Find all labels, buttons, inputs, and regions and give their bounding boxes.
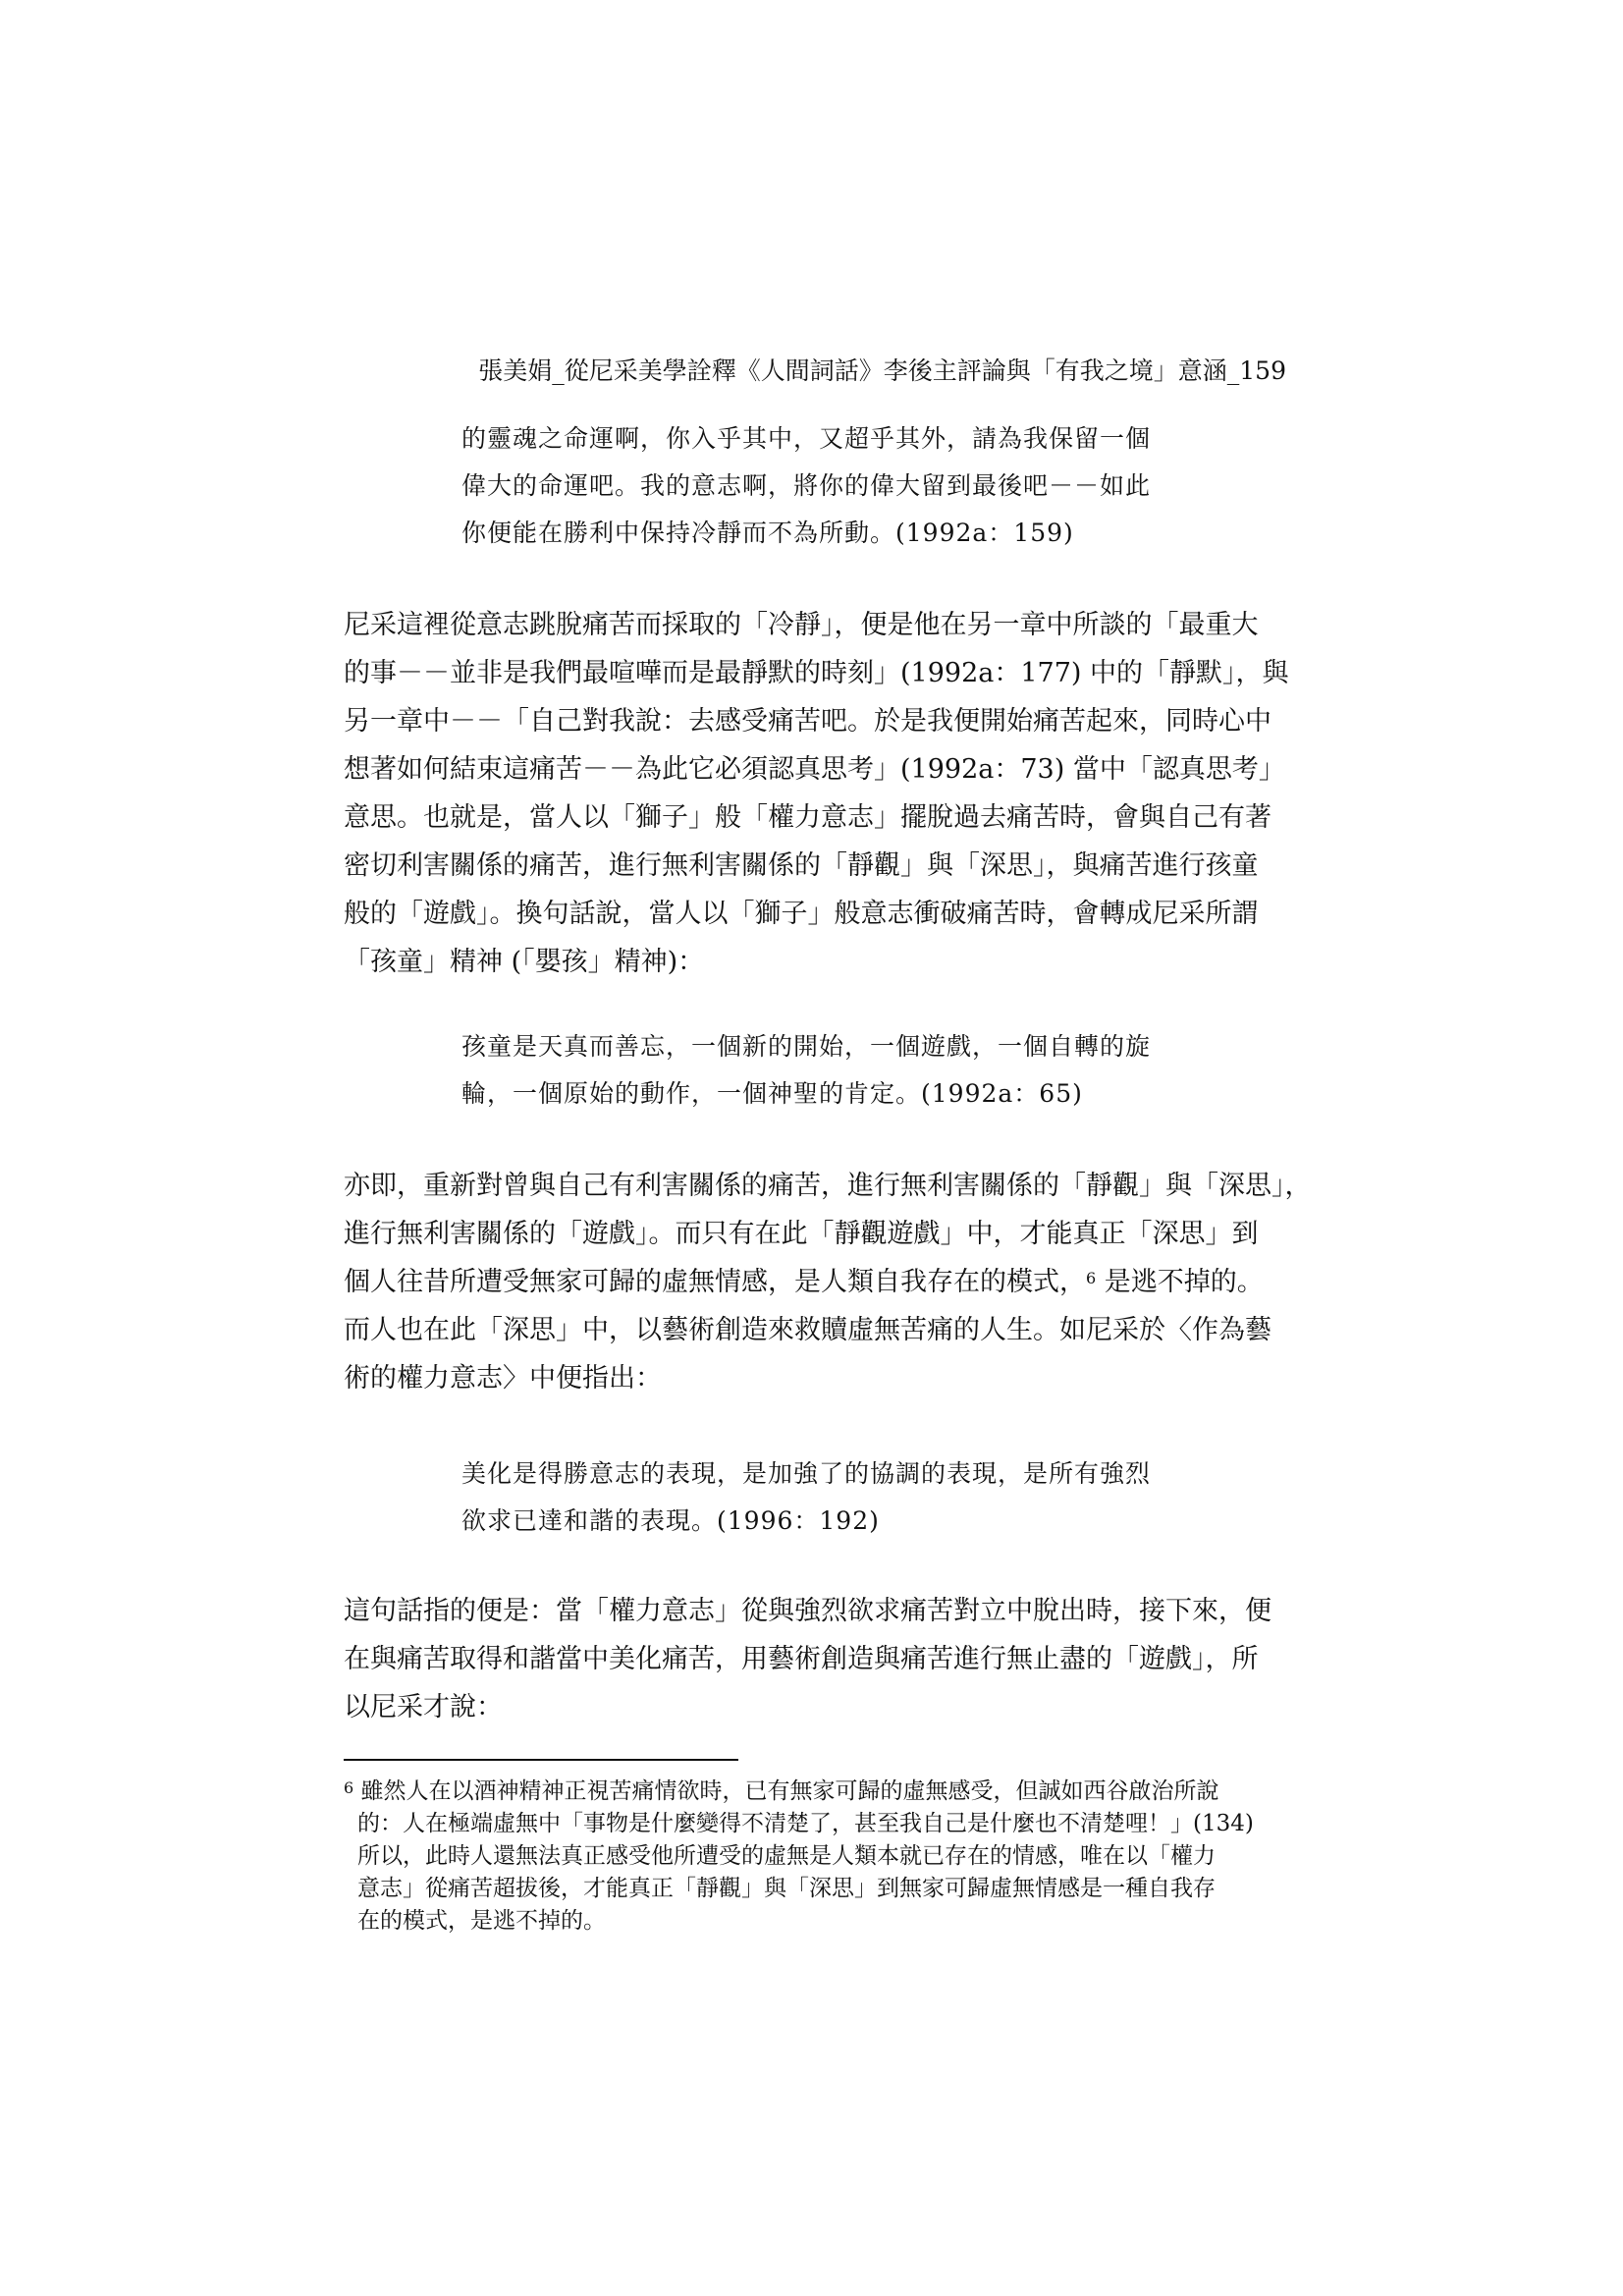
- footnote-divider: [344, 1759, 738, 1761]
- paragraph-line: 想著如何結束這痛苦－－為此它必須認真思考」(1992a：73) 當中「認真思考」: [344, 754, 1285, 785]
- paragraph-line: 術的權力意志〉中便指出：: [344, 1363, 662, 1394]
- footnote-line: [344, 1776, 1291, 1808]
- paragraph-line: 亦即，重新對曾與自己有利害關係的痛苦，進行無利害關係的「靜觀」與「深思」，: [344, 1171, 1312, 1201]
- body-paragraph-1: [344, 601, 1289, 986]
- quote-line: 欲求已達和諧的表現。(1996：192): [461, 1506, 880, 1535]
- paragraph-line-text: 個人往昔所遭受無家可歸的虛無情感，是人類自我存在的模式，: [344, 1267, 1086, 1297]
- paragraph-line: 意思。也就是，當人以「獅子」般「權力意志」擺脫過去痛苦時，會與自己有著: [344, 802, 1271, 833]
- paragraph-line: [344, 1258, 1286, 1306]
- body-paragraph-2: [344, 1162, 1312, 1402]
- paragraph-line: 的事－－並非是我們最喧嘩而是最靜默的時刻」(1992a：177) 中的「靜默」，與: [344, 658, 1289, 688]
- footnote-6: [344, 1776, 1291, 1938]
- paragraph-line: 密切利害關係的痛苦，進行無利害關係的「靜觀」與「深思」，與痛苦進行孩童: [344, 850, 1259, 881]
- footnote-line-text: 雖然人在以酒神精神正視苦痛情欲時，已有無家可歸的虛無感受，但誠如西谷啟治所說: [360, 1778, 1219, 1804]
- quote-line: 你便能在勝利中保持冷靜而不為所動。(1992a：159): [461, 519, 1074, 547]
- paragraph-line: 而人也在此「深思」中，以藝術創造來救贖虛無苦痛的人生。如尼采於〈作為藝: [344, 1315, 1271, 1345]
- paragraph-line: 以尼采才說：: [344, 1692, 503, 1722]
- quote-line: 美化是得勝意志的表現，是加強了的協調的表現，是所有強烈: [461, 1459, 1152, 1488]
- paragraph-line: 般的「遊戲」。換句話說，當人以「獅子」般意志衝破痛苦時，會轉成尼采所謂: [344, 899, 1259, 929]
- running-header: 張美娟_從尼采美學詮釋《人間詞話》李後主評論與「有我之境」意涵_159: [478, 356, 1286, 385]
- block-quote-3: [461, 1450, 1247, 1545]
- paragraph-line: 這句話指的便是：當「權力意志」從與強烈欲求痛苦對立中脫出時，接下來，便: [344, 1596, 1271, 1626]
- block-quote-1: [461, 415, 1247, 557]
- body-paragraph-3: [344, 1587, 1286, 1731]
- quote-line: 輪，一個原始的動作，一個神聖的肯定。(1992a：65): [461, 1079, 1083, 1108]
- footnote-line: 意志」從痛苦超拔後，才能真正「靜觀」與「深思」到無家可歸虛無情感是一種自我存: [357, 1876, 1216, 1901]
- footnote-ref-marker[interactable]: 6: [1086, 1269, 1097, 1287]
- paragraph-line: 在與痛苦取得和諧當中美化痛苦，用藝術創造與痛苦進行無止盡的「遊戲」，所: [344, 1644, 1259, 1674]
- footnote-line: 所以，此時人還無法真正感受他所遭受的虛無是人類本就已存在的情感，唯在以「權力: [357, 1843, 1216, 1869]
- paragraph-line: 尼采這裡從意志跳脫痛苦而採取的「冷靜」，便是他在另一章中所談的「最重大: [344, 610, 1259, 640]
- paragraph-line: 「孩童」精神 (「嬰孩」精神)：: [344, 947, 705, 977]
- quote-line: 孩童是天真而善忘，一個新的開始，一個遊戲，一個自轉的旋: [461, 1032, 1152, 1061]
- footnote-marker: 6: [344, 1778, 354, 1797]
- footnote-line: 的：人在極端虛無中「事物是什麼變得不清楚了，甚至我自己是什麼也不清楚哩！」(134): [357, 1811, 1254, 1836]
- block-quote-2: [461, 1023, 1247, 1118]
- footnote-line: 在的模式，是逃不掉的。: [357, 1908, 606, 1934]
- paragraph-line: 進行無利害關係的「遊戲」。而只有在此「靜觀遊戲」中，才能真正「深思」到: [344, 1219, 1259, 1249]
- paragraph-line: 另一章中－－「自己對我說：去感受痛苦吧。於是我便開始痛苦起來，同時心中: [344, 706, 1271, 737]
- quote-line: 的靈魂之命運啊，你入乎其中，又超乎其外，請為我保留一個: [461, 424, 1152, 453]
- quote-line: 偉大的命運吧。我的意志啊，將你的偉大留到最後吧－－如此: [461, 471, 1152, 500]
- paragraph-line-text: 是逃不掉的。: [1096, 1267, 1264, 1297]
